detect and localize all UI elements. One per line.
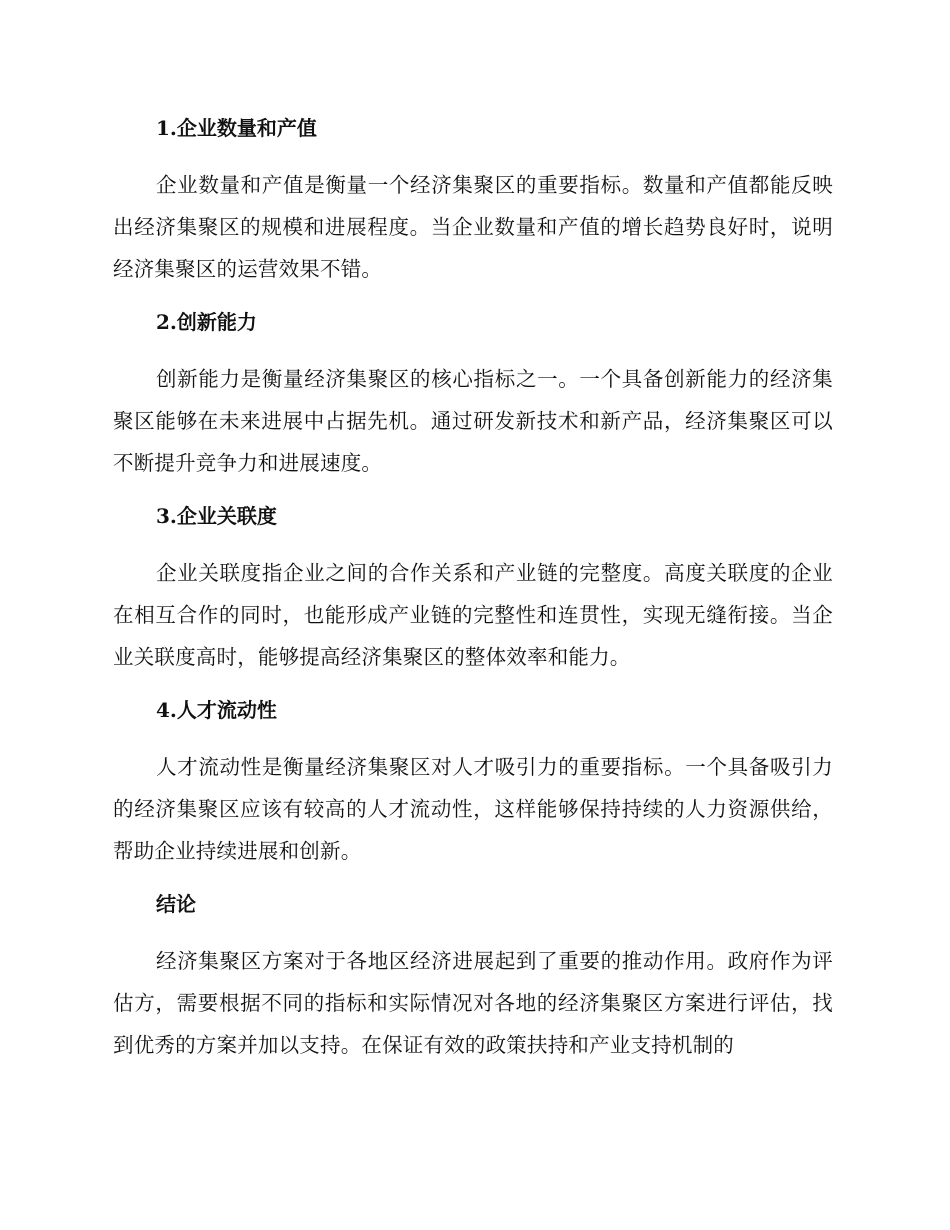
document-body xyxy=(113,110,833,1080)
section-paragraph: 人才流动性是衡量经济集聚区对人才吸引力的重要指标。一个具备吸引力的经济集聚区应该有较高的人才流动性，这样能够保持持续的人力资源供给，帮助企业持续进展和创新。 xyxy=(113,755,833,863)
section-heading: 2.创新能力 xyxy=(156,310,257,334)
section-paragraph: 经济集聚区方案对于各地区经济进展起到了重要的推动作用。政府作为评估方，需要根据不同的指标和实际情况对各地的经济集聚区方案进行评估，找到优秀的方案并加以支持。在保证有效的政策扶持和产业支持机制的 xyxy=(113,949,833,1057)
section-conclusion xyxy=(113,886,833,1066)
section-heading: 结论 xyxy=(156,892,196,916)
section-innovation xyxy=(113,304,833,484)
section-enterprise-count xyxy=(113,110,833,290)
section-heading: 4.人才流动性 xyxy=(156,698,277,722)
section-talent-mobility xyxy=(113,692,833,872)
section-paragraph: 企业关联度指企业之间的合作关系和产业链的完整度。高度关联度的企业在相互合作的同时，也能形成产业链的完整性和连贯性，实现无缝衔接。当企业关联度高时，能够提高经济集聚区的整体效率和能力。 xyxy=(113,561,833,669)
section-heading: 1.企业数量和产值 xyxy=(156,116,317,140)
section-enterprise-linkage xyxy=(113,498,833,678)
section-paragraph: 创新能力是衡量经济集聚区的核心指标之一。一个具备创新能力的经济集聚区能够在未来进展中占据先机。通过研发新技术和新产品，经济集聚区可以不断提升竞争力和进展速度。 xyxy=(113,367,833,475)
section-paragraph: 企业数量和产值是衡量一个经济集聚区的重要指标。数量和产值都能反映出经济集聚区的规模和进展程度。当企业数量和产值的增长趋势良好时，说明经济集聚区的运营效果不错。 xyxy=(113,173,833,281)
section-heading: 3.企业关联度 xyxy=(156,504,277,528)
